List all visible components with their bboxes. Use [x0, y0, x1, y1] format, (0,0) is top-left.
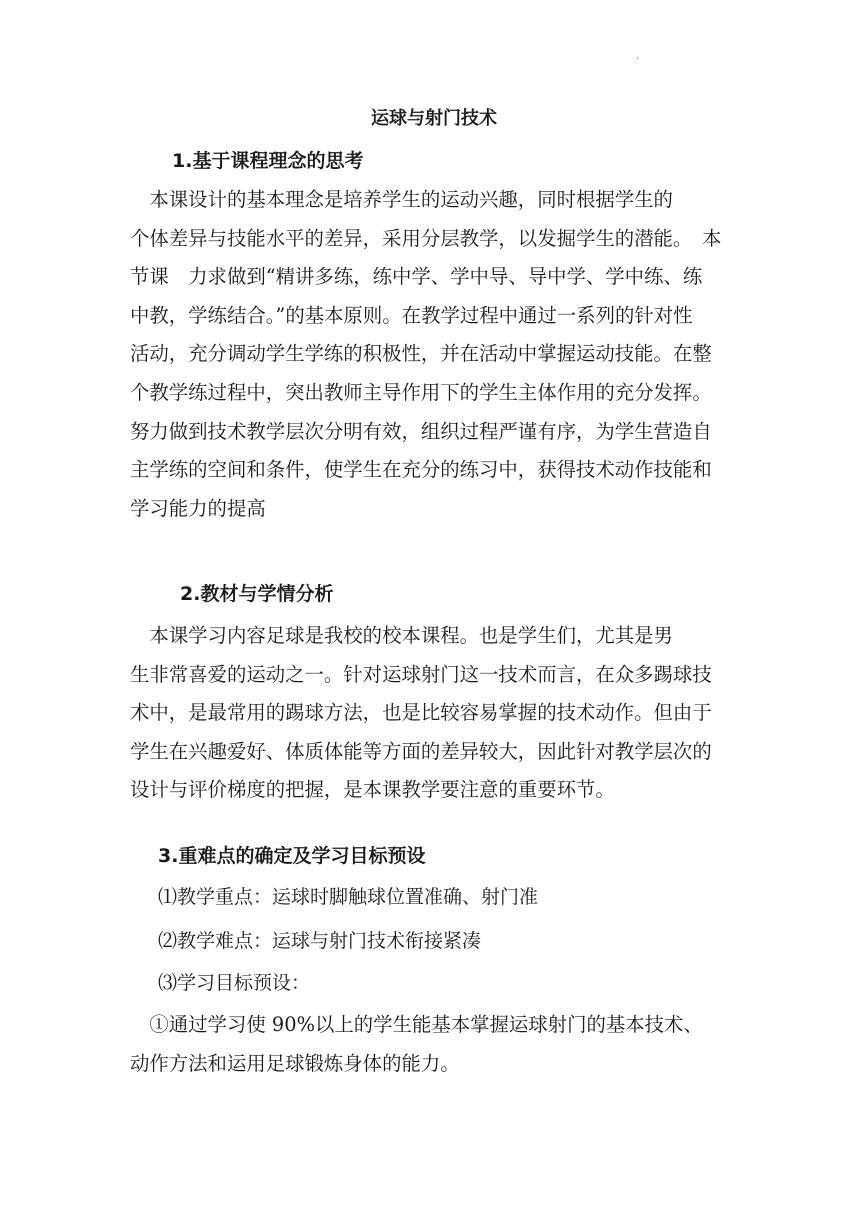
paragraph-line: 生非常喜爱的运动之一。针对运球射门这一技术而言，在众多踢球技 — [130, 662, 712, 686]
paragraph-line: 设计与评价梯度的把握，是本课教学要注意的重要环节。 — [130, 778, 615, 802]
paragraph-line: 个教学练过程中，突出教师主导作用下的学生主体作用的充分发挥。 — [130, 380, 712, 404]
section-1-paragraph — [130, 181, 730, 528]
document-title-text: 运球与射门技术 — [371, 108, 497, 129]
paragraph-line: 学生在兴趣爱好、体质体能等方面的差异较大，因此针对教学层次的 — [130, 739, 712, 763]
paragraph-line: 学习能力的提高 — [130, 496, 266, 520]
section-3-paragraph — [130, 1006, 730, 1083]
corner-mark: · — [636, 54, 640, 65]
learning-goal-item: ⑶学习目标预设： — [158, 972, 311, 994]
section-1-heading: 1.基于课程理念的思考 — [172, 150, 364, 172]
paragraph-line: ①通过学习使 90%以上的学生能基本掌握运球射门的基本技术、 — [130, 1013, 703, 1036]
paragraph-line: 动作方法和运用足球锻炼身体的能力。 — [130, 1051, 460, 1075]
document-title — [0, 104, 860, 130]
paragraph-line: 活动，充分调动学生学练的积极性，并在活动中掌握运动技能。在整 — [130, 342, 712, 366]
paragraph-line: 努力做到技术教学层次分明有效，组织过程严谨有序，为学生营造自 — [130, 419, 712, 443]
section-3-heading: 3.重难点的确定及学习目标预设 — [158, 845, 426, 867]
difficult-point-item: ⑵教学难点：运球与射门技术衔接紧凑 — [158, 930, 482, 952]
section-2-heading: 2.教材与学情分析 — [180, 583, 334, 605]
section-2-paragraph — [130, 617, 730, 810]
paragraph-line: 主学练的空间和条件，使学生在充分的练习中，获得技术动作技能和 — [130, 458, 712, 482]
paragraph-line: 中教，学练结合。”的基本原则。在教学过程中通过一系列的针对性 — [130, 303, 693, 327]
paragraph-line: 本课学习内容足球是我校的校本课程。也是学生们，尤其是男 — [130, 624, 673, 647]
paragraph-line: 节课 力求做到“精讲多练，练中学、学中导、导中学、学中练、练 — [130, 265, 703, 289]
paragraph-line: 个体差异与技能水平的差异，采用分层教学，以发掘学生的潜能。 本 — [130, 226, 722, 250]
paragraph-line: 本课设计的基本理念是培养学生的运动兴趣，同时根据学生的 — [130, 188, 673, 211]
paragraph-line: 术中，是最常用的踢球方法，也是比较容易掌握的技术动作。但由于 — [130, 701, 712, 725]
key-point-item: ⑴教学重点：运球时脚触球位置准确、射门准 — [158, 886, 539, 908]
